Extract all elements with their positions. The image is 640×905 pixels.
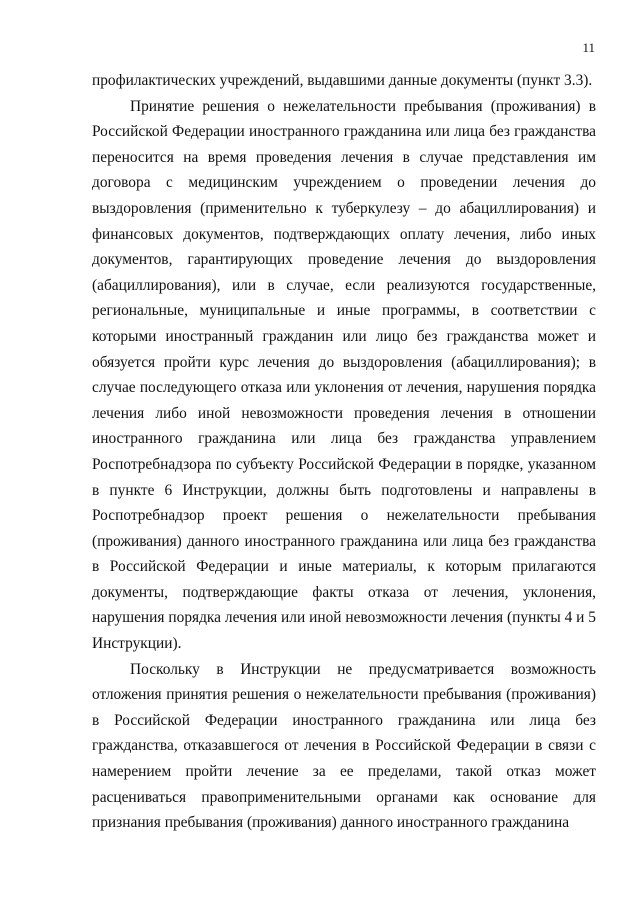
paragraph-continuation: профилактических учреждений, выдавшими данные документы (пункт 3.3). bbox=[92, 72, 593, 89]
paragraph-decision-postponement: Принятие решения о нежелательности пребывания (проживания) в Российской Федерации иностранного гражданина или лица без гражданства переносится на время проведения лечения в случае представления им договора с медицинским учреждением о проведении лечения до выздоровления (применительно к туберкулезу – до абациллирования) и финансовых документов, подтверждающих оплату лечения, либо иных документов, гарантирующих проведение лечения до выздоровления (абациллирования), или в случае, если реализуются государственные, региональные, муниципальные и иные программы, в соответствии с которыми иностранный гражданин или лицо без гражданства может и обязуется пройти курс лечения до выздоровления (абациллирования); в случае последующего отказа или уклонения от лечения, нарушения порядка лечения либо иной невозможности проведения лечения в отношении иностранного гражданина или лица без гражданства управлением Роспотребнадзора по субъекту Российской Федерации в порядке, указанном в пункте 6 Инструкции, должны быть подготовлены и направлены в Роспотребнадзор проект решения о нежелательности пребывания (проживания) данного иностранного гражданина или лица без гражданства в Российской Федерации и иные материалы, к которым прилагаются документы, подтверждающие факты отказа от лечения, уклонения, нарушения порядка лечения или иной невозможности лечения (пункты 4 и 5 Инструкции). bbox=[92, 97, 596, 653]
body-text bbox=[92, 68, 596, 836]
page-number: 11 bbox=[582, 40, 595, 55]
paragraph-instruction-gap: Поскольку в Инструкции не предусматривается возможность отложения принятия решения о нежелательности пребывания (проживания) в Российской Федерации иностранного гражданина или лица без гражданства, отказавшегося от лечения в Российской Федерации в связи с намерением пройти лечение за ее пределами, такой отказ может расцениваться правоприменительными органами как основание для признания пребывания (проживания) данного иностранного гражданина bbox=[92, 660, 596, 832]
